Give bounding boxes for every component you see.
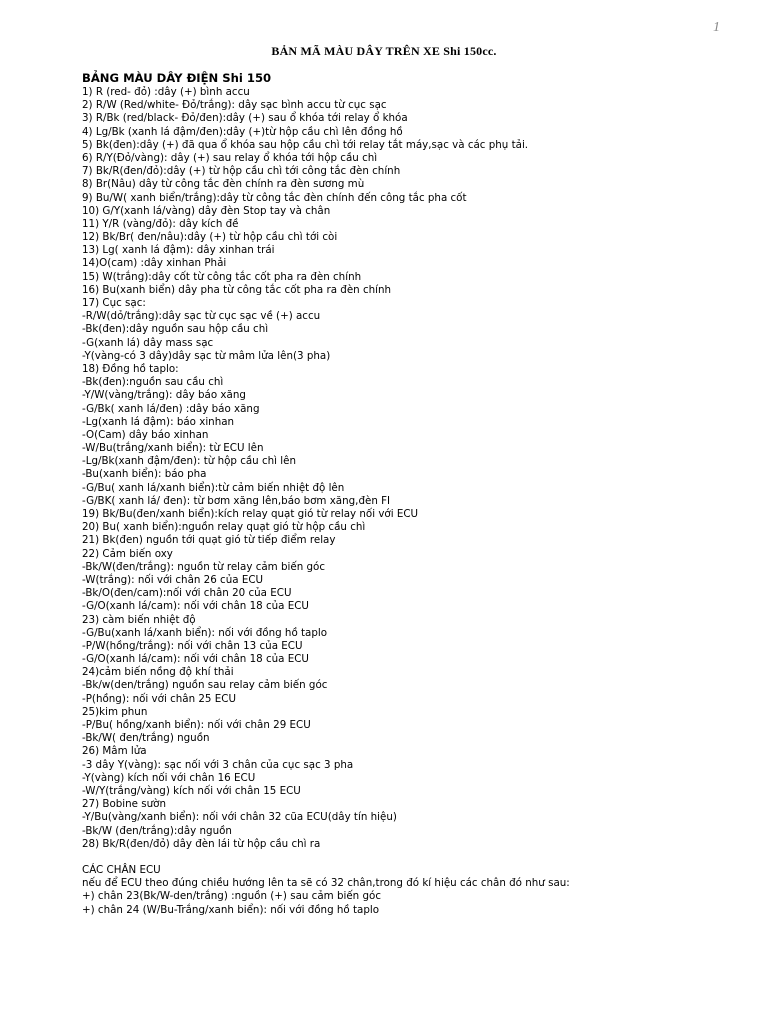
document-title: BẢN MÃ MÀU DÂY TRÊN XE Shi 150cc. <box>271 44 497 58</box>
list-item: -Bk(đen):dây nguồn sau hộp cầu chì <box>82 323 269 336</box>
list-item: -P(hồng): nối với chân 25 ECU <box>82 692 236 705</box>
paragraph-gap <box>82 851 742 864</box>
list-item: -P/Bu( hồng/xanh biển): nối với chân 29 ECU <box>82 719 311 731</box>
list-item: 19) Bk/Bu(đen/xanh biển):kích relay quạt gió từ relay nối với ECU <box>82 508 419 520</box>
list-item: -G(xanh lá) dây mass sạc <box>82 336 214 349</box>
list-item: -Bk/w(den/trắng) nguồn sau relay cảm biến góc <box>82 679 328 692</box>
ecu-list-item: +) chân 23(Bk/W-den/trắng) :nguồn (+) sau cảm biến góc <box>82 890 381 903</box>
document-body <box>82 71 742 917</box>
list-item: -3 dây Y(vàng): sạc nối với 3 chân của cục sạc 3 pha <box>82 758 354 771</box>
list-item: 2) R/W (Red/white- Đỏ/trắng): dây sạc bình accu từ cục sạc <box>82 99 387 112</box>
list-item: 24)cảm biến nồng độ khí thải <box>82 666 234 679</box>
list-item: 15) W(trắng):dây cốt từ công tắc cốt pha ra đèn chính <box>82 270 362 283</box>
list-item: 8) Br(Nâu) dây từ công tắc đèn chính ra đèn sương mù <box>82 178 365 191</box>
list-item: 17) Cục sạc: <box>82 297 146 309</box>
list-item: 6) R/Y(Đỏ/vàng): dây (+) sau relay ổ khóa tới hộp cầu chì <box>82 151 378 164</box>
list-item: -Y/W(vàng/trắng): dây báo xăng <box>82 389 246 402</box>
list-item: 18) Đồng hồ taplo: <box>82 362 179 375</box>
list-item: -Lg/Bk(xanh đậm/đen): từ hộp cầu chì lên <box>82 455 297 468</box>
list-item: 26) Mâm lửa <box>82 745 147 758</box>
list-item: -Bk/W (đen/trắng):dây nguồn <box>82 824 232 837</box>
section-heading: BẢNG MÀU DÂY ĐIỆN Shi 150 <box>82 71 272 85</box>
list-item: -Lg(xanh lá đậm): báo xinhan <box>82 415 235 428</box>
list-item: -W/Bu(trắng/xanh biển): từ ECU lên <box>82 442 264 455</box>
ecu-list-item: +) chân 24 (W/Bu-Trắng/xanh biển): nối với đồng hồ taplo <box>82 903 380 916</box>
list-item: 16) Bu(xanh biển) dây pha từ công tắc cốt pha ra đèn chính <box>82 283 392 296</box>
ecu-pin-list <box>82 877 742 917</box>
wire-color-list <box>82 86 742 851</box>
list-item: -G/O(xanh lá/cam): nối với chân 18 của ECU <box>82 600 309 613</box>
list-item: 4) Lg/Bk (xanh lá đậm/đen):dây (+)từ hộp cầu chì lên đồng hồ <box>82 125 403 138</box>
list-item: -R/W(dỏ/trắng):dây sạc từ cục sạc về (+) accu <box>82 310 321 323</box>
list-item: -Bk/O(đen/cam):nối với chân 20 của ECU <box>82 587 292 600</box>
list-item: 9) Bu/W( xanh biển/trắng):dây từ công tắc đèn chính đến công tắc pha cốt <box>82 191 467 204</box>
list-item: -Y/Bu(vàng/xanh biển): nối với chân 32 cũa ECU(dây tín hiệu) <box>82 811 397 824</box>
list-item: 7) Bk/R(đen/đỏ):dây (+) từ hộp cầu chì tới công tắc đèn chính <box>82 165 401 178</box>
list-item: -P/W(hồng/trắng): nối với chân 13 của ECU <box>82 639 303 652</box>
list-item: 1) R (red- đỏ) :dây (+) bình accu <box>82 86 250 98</box>
list-item: -G/BK( xanh lá/ đen): từ bơm xăng lên,báo bơm xăng,đèn FI <box>82 494 391 507</box>
list-item: -Bk/W(đen/trắng): nguồn từ relay cảm biến góc <box>82 560 326 573</box>
list-item: -Y(vàng) kích nối với chân 16 ECU <box>82 771 256 784</box>
list-item: -G/O(xanh lá/cam): nối với chân 18 của ECU <box>82 653 309 666</box>
list-item: -Bk/W( đen/trắng) nguồn <box>82 732 210 745</box>
ecu-section-heading: CÁC CHÂN ECU <box>82 864 161 877</box>
list-item: 11) Y/R (vàng/đỏ): dây kích đề <box>82 217 239 230</box>
list-item: -Bk(đen):nguồn sau cầu chì <box>82 376 224 389</box>
list-item: -Bu(xanh biển): báo pha <box>82 468 207 481</box>
list-item: 23) càm biến nhiệt độ <box>82 613 196 626</box>
list-item: -G/Bu(xanh lá/xanh biển): nối với đồng hồ taplo <box>82 626 328 639</box>
list-item: 21) Bk(đen) nguồn tới quạt gió từ tiếp điểm relay <box>82 534 336 547</box>
list-item: 22) Cảm biến oxy <box>82 547 173 560</box>
list-item: 28) Bk/R(đen/đỏ) dây đèn lái từ hộp cầu chì ra <box>82 837 321 850</box>
list-item: 10) G/Y(xanh lá/vàng) dây đèn Stop tay và chân <box>82 204 331 217</box>
list-item: -W(trắng): nối với chân 26 của ECU <box>82 573 264 586</box>
list-item: -G/Bk( xanh lá/đen) :dây báo xăng <box>82 402 260 415</box>
list-item: 5) Bk(đen):dây (+) đã qua ổ khóa sau hộp cầu chì tới relay tắt máy,sạc và các phụ tải. <box>82 138 529 151</box>
list-item: 14)O(cam) :dây xinhan Phải <box>82 257 227 270</box>
list-item: 20) Bu( xanh biển):nguồn relay quạt gió từ hộp cầu chì <box>82 521 366 534</box>
ecu-list-item: nếu để ECU theo đúng chiều hướng lên ta sẽ có 32 chân,trong đó kí hiệu các chân đó như sau: <box>82 877 570 890</box>
list-item: 25)kim phun <box>82 705 148 718</box>
list-item: -Y(vàng-có 3 dây)dây sạc từ mâm lửa lên(3 pha) <box>82 349 331 362</box>
list-item: 13) Lg( xanh lá đậm): dây xinhan trái <box>82 244 275 257</box>
list-item: 27) Bobine sườn <box>82 798 167 811</box>
list-item: -G/Bu( xanh lá/xanh biển):từ cảm biến nhiệt độ lên <box>82 481 345 494</box>
page-number: 1 <box>713 20 720 35</box>
list-item: 12) Bk/Br( đen/nâu):dây (+) từ hộp cầu chì tới còi <box>82 231 338 244</box>
list-item: -W/Y(trắng/vàng) kích nối với chân 15 ECU <box>82 784 301 797</box>
list-item: -O(Cam) dây báo xinhan <box>82 428 209 441</box>
list-item: 3) R/Bk (red/black- Đỏ/đen):dây (+) sau ổ khóa tới relay ổ khóa <box>82 112 408 125</box>
